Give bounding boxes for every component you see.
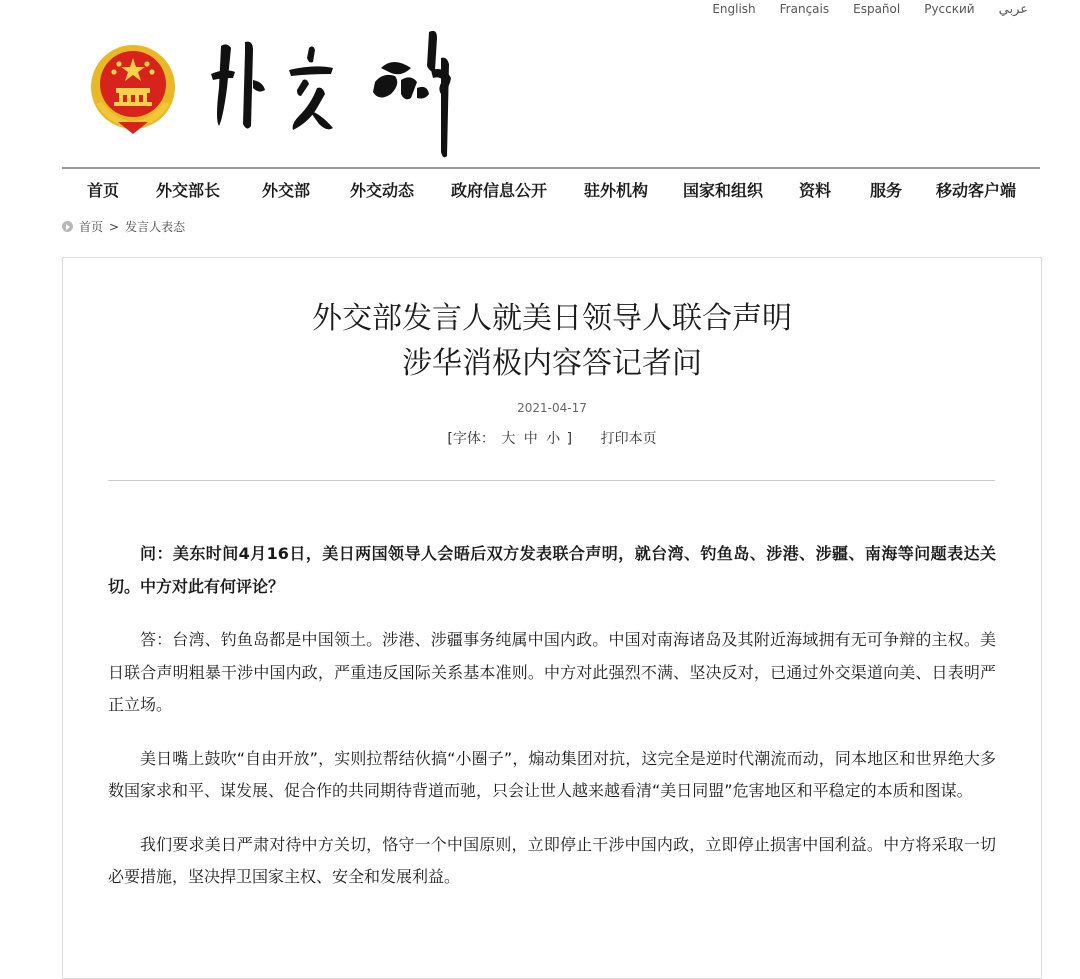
article-title-line1: 外交部发言人就美日领导人联合声明 [312, 301, 792, 336]
nav-item-missions-abroad[interactable]: 驻外机构 [584, 181, 649, 200]
font-size-medium-button[interactable]: 中 [523, 431, 538, 447]
article-card [62, 257, 1042, 979]
nav-item-countries-orgs[interactable]: 国家和组织 [683, 181, 764, 200]
article-divider [108, 480, 995, 481]
question-paragraph: 问：美东时间4月16日，美日两国领导人会晤后双方发表联合声明，就台湾、钓鱼岛、涉港、涉疆、南海等问题表达关切。中方对此有何评论？ [108, 544, 996, 596]
breadcrumb-arrow-icon [62, 221, 73, 232]
lang-russian-link[interactable]: Русский [924, 2, 975, 16]
nav-item-gov-info[interactable]: 政府信息公开 [451, 181, 548, 200]
font-size-large-button[interactable]: 大 [501, 431, 516, 447]
lang-arabic-link[interactable]: عربي [998, 2, 1028, 17]
nav-item-minister[interactable]: 外交部长 [156, 181, 221, 200]
nav-item-ministry[interactable]: 外交部 [262, 181, 311, 200]
article-title-line2: 涉华消极内容答记者问 [402, 346, 702, 381]
nav-item-resources[interactable]: 资料 [799, 181, 832, 200]
nav-item-services[interactable]: 服务 [870, 181, 903, 200]
nav-item-home[interactable]: 首页 [87, 181, 120, 200]
nav-item-diplomatic-news[interactable]: 外交动态 [350, 181, 415, 200]
lang-spanish-link[interactable]: Español [853, 2, 901, 16]
print-page-link[interactable]: 打印本页 [600, 431, 657, 447]
lang-french-link[interactable]: Français [779, 2, 830, 16]
national-emblem-icon[interactable] [88, 42, 178, 136]
article-date: 2021-04-17 [517, 401, 587, 415]
answer-paragraph: 答：台湾、钓鱼岛都是中国领土。涉港、涉疆事务纯属中国内政。中国对南海诸岛及其附近海域拥有无可争辩的主权。美日联合声明粗暴干涉中国内政，严重违反国际关系基本准则。中方对此强烈不满、坚决反对，已通过外交渠道向美、日表明严正立场。 [108, 630, 996, 714]
font-size-label-end: ] [566, 431, 573, 447]
article-body [108, 538, 996, 915]
nav-item-mobile-client[interactable]: 移动客户端 [936, 181, 1017, 200]
font-size-label: [字体： [447, 431, 495, 447]
body-paragraph: 美日嘴上鼓吹“自由开放”，实则拉帮结伙搞“小圈子”，煽动集团对抗，这完全是逆时代潮流而动，同本地区和世界绝大多数国家求和平、谋发展、促合作的共同期待背道而驰，只会让世人越来越看清“美日同盟”危害地区和平稳定的本质和图谋。 [108, 748, 996, 800]
body-paragraph: 我们要求美日严肃对待中方关切，恪守一个中国原则，立即停止干涉中国内政，立即停止损害中国利益。中方将采取一切必要措施，坚决捍卫国家主权、安全和发展利益。 [108, 834, 996, 886]
breadcrumb [62, 218, 185, 235]
font-size-small-button[interactable]: 小 [546, 431, 561, 447]
language-bar [712, 2, 1028, 17]
article-tools [63, 428, 1041, 448]
main-navigation [70, 168, 1038, 208]
lang-english-link[interactable]: English [712, 2, 756, 16]
breadcrumb-home-link[interactable]: 首页 [79, 220, 104, 234]
ministry-calligraphy-logo[interactable] [205, 28, 475, 160]
breadcrumb-current[interactable]: 发言人表态 [125, 220, 186, 234]
article-title [63, 296, 1041, 386]
breadcrumb-separator: > [109, 219, 120, 234]
